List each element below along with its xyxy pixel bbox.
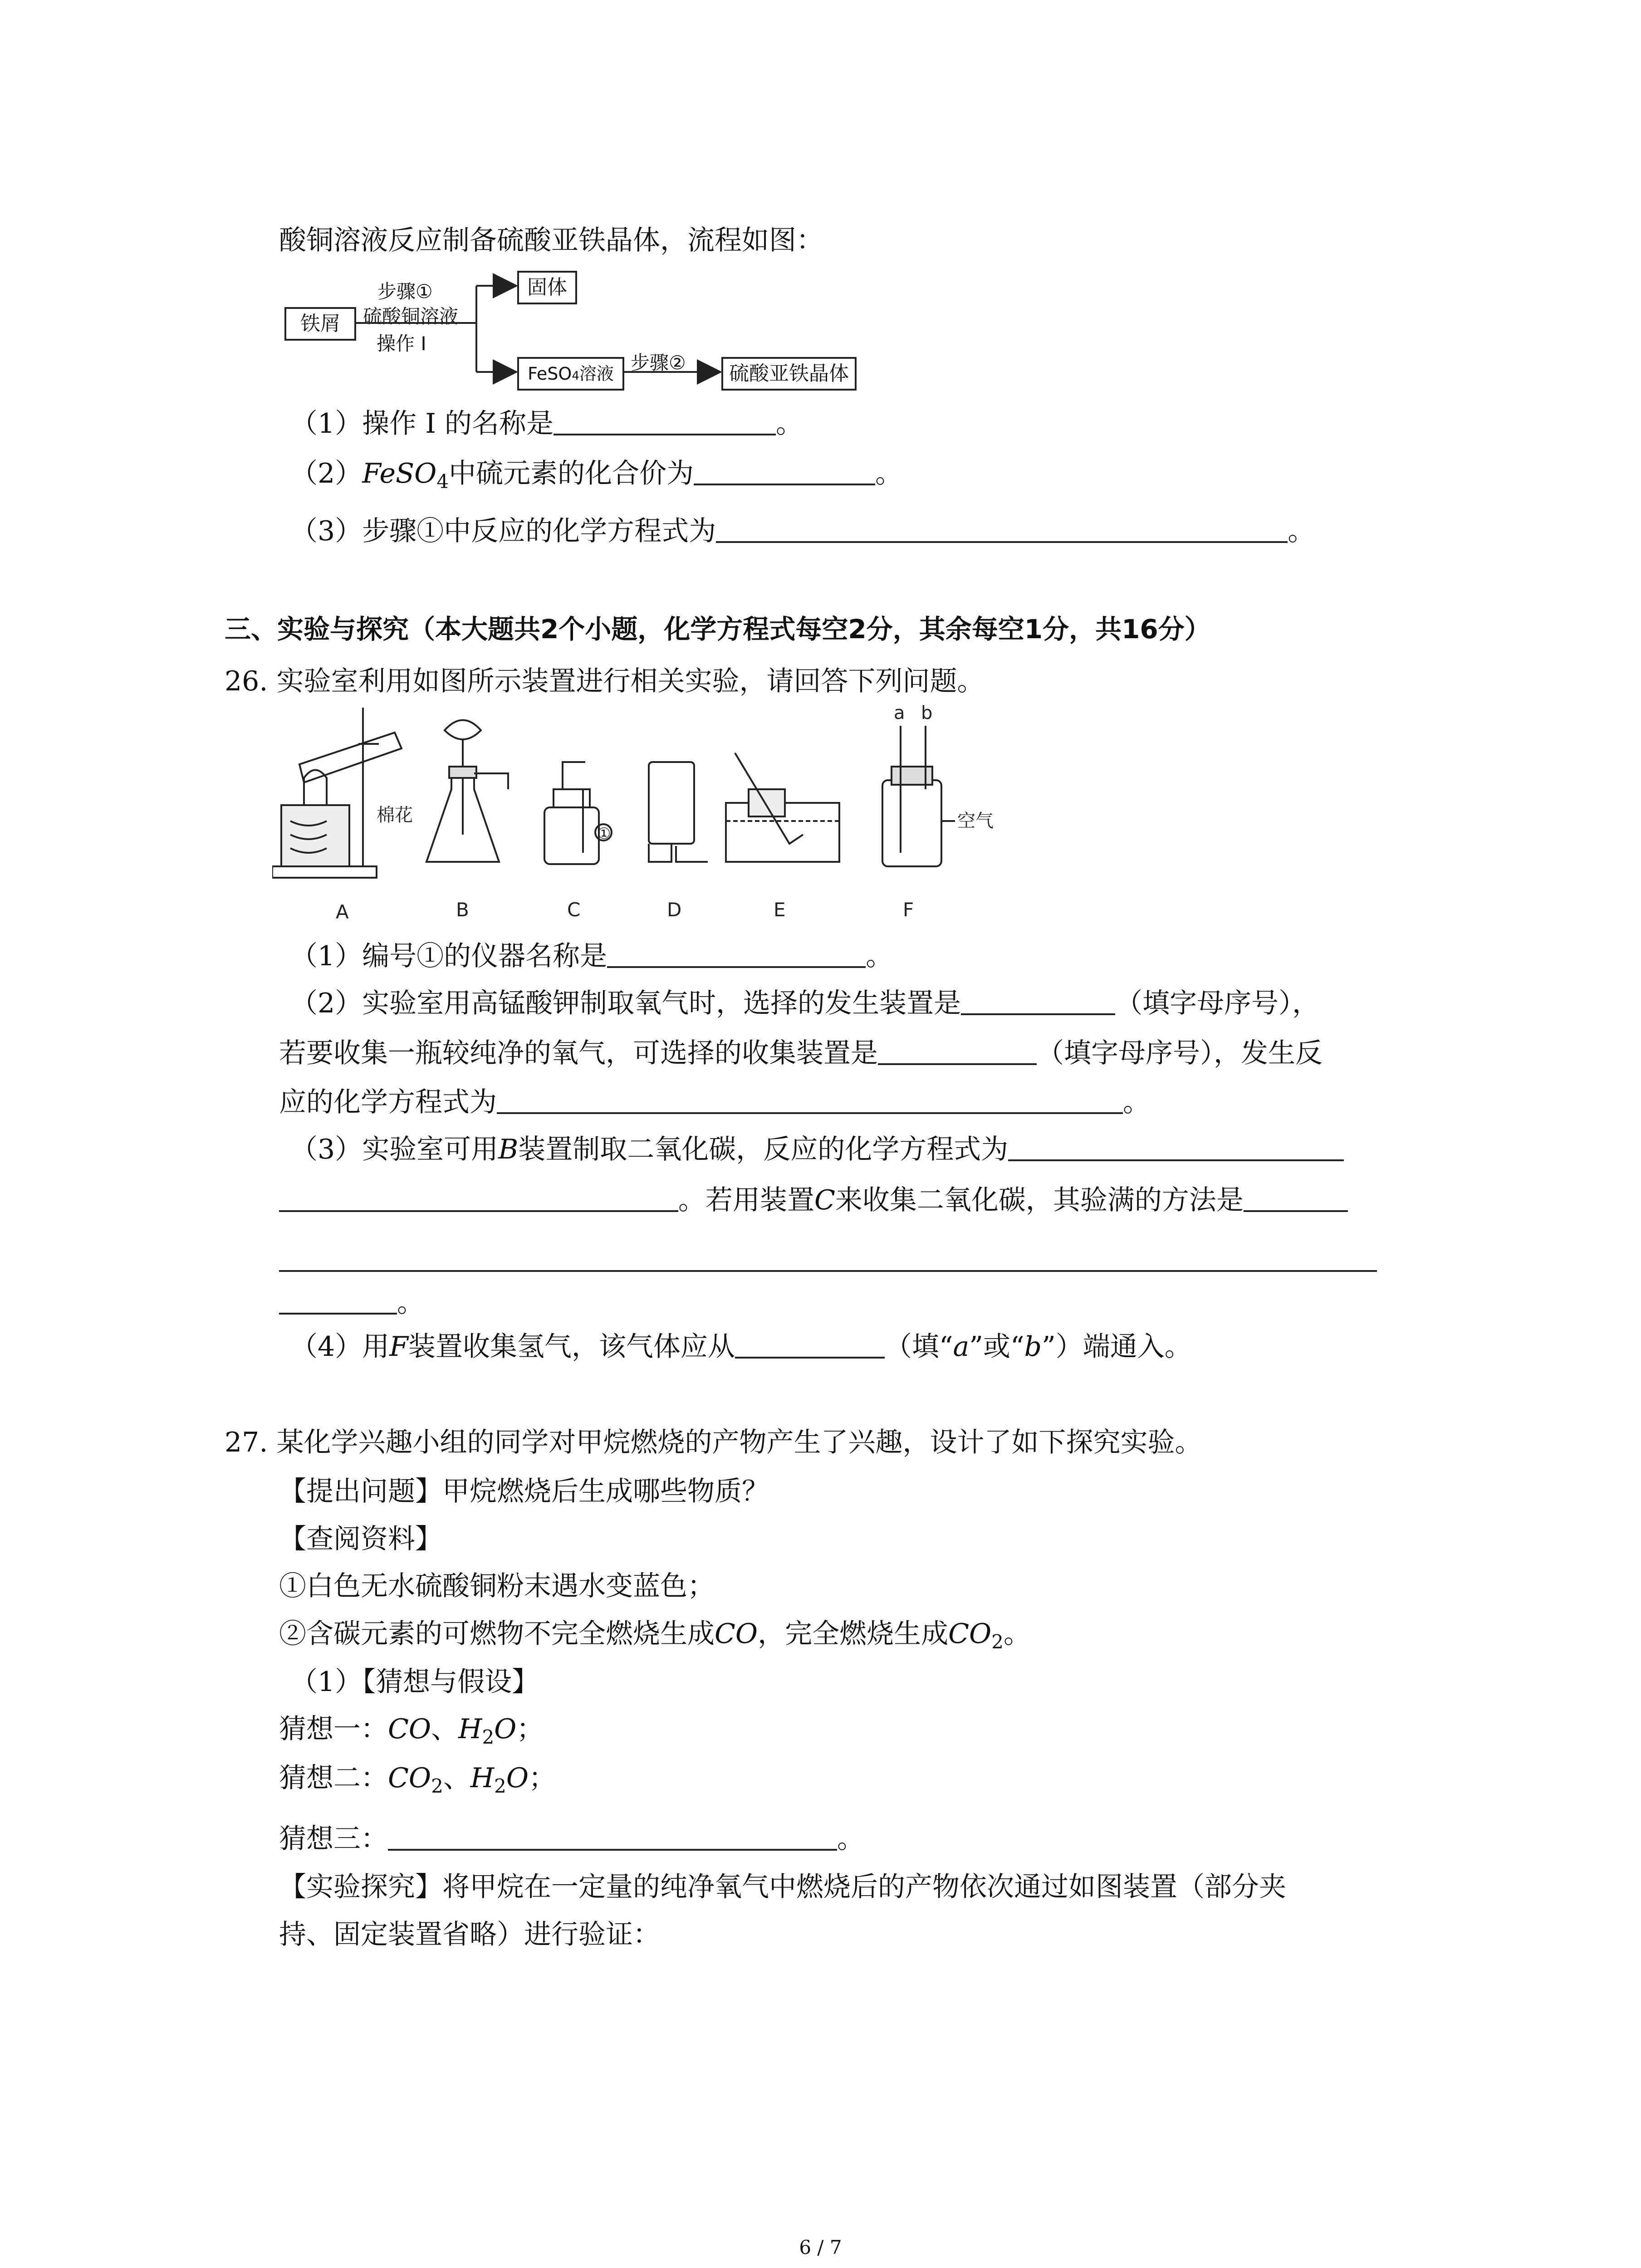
q26-sub2-line2 bbox=[279, 1038, 1323, 1067]
q25-sub1-end: 。 bbox=[776, 408, 803, 440]
q25-sub2-prefix: （2） bbox=[290, 458, 362, 489]
q25-sub2-end: 。 bbox=[875, 458, 903, 489]
apparatus-label-b: B bbox=[456, 899, 469, 921]
q26-sub3-method-blank-line3[interactable] bbox=[279, 1287, 397, 1315]
q25-sub2-blank[interactable] bbox=[694, 458, 875, 485]
flow-operation-label: 操作 I bbox=[377, 332, 426, 355]
flow-step2-label: 步骤② bbox=[631, 352, 686, 374]
q26-sub1 bbox=[290, 941, 893, 970]
q27-guess2-h: H bbox=[470, 1762, 495, 1794]
q27-guess1-sep: 、 bbox=[431, 1713, 459, 1745]
q27-explore-line1: 【实验探究】将甲烷在一定量的纯净氧气中燃烧后的产物依次通过如图装置（部分夹 bbox=[279, 1871, 1286, 1903]
q27-explore-line2: 持、固定装置省略）进行验证： bbox=[279, 1919, 660, 1950]
q26-sub3-line1-text: （3）实验室可用 bbox=[290, 1134, 499, 1165]
q26-sub3-C: C bbox=[814, 1184, 835, 1216]
q26-sub3-method-blank-line2[interactable] bbox=[279, 1270, 1377, 1272]
q26-stem: 26. 实验室利用如图所示装置进行相关实验，请回答下列问题。 bbox=[225, 665, 985, 697]
q26-sub3-end: 。 bbox=[397, 1287, 424, 1319]
q27-fact1: ①白色无水硫酸铜粉末遇水变蓝色； bbox=[279, 1570, 715, 1602]
flow-arrows bbox=[0, 0, 1641, 408]
q27-guess2-label: 猜想二： bbox=[279, 1762, 388, 1794]
q26-sub2-line1-text: （2）实验室用高锰酸钾制取氧气时，选择的发生装置是 bbox=[290, 987, 961, 1019]
q26-sub3-line2-rest: 来收集二氧化碳，其验满的方法是 bbox=[835, 1184, 1244, 1216]
q27-hypo-title: （1）【猜想与假设】 bbox=[290, 1666, 539, 1698]
port-a-label: a bbox=[894, 703, 905, 723]
q26-sub3-line1 bbox=[290, 1134, 1344, 1163]
q25-sub1 bbox=[290, 408, 803, 440]
q27-guess1-h: H bbox=[458, 1713, 482, 1745]
flow-step1-label: 步骤① bbox=[377, 280, 433, 303]
q26-sub4-or: ”或“ bbox=[969, 1331, 1024, 1363]
q27-guess2-h-sub: 2 bbox=[494, 1775, 506, 1797]
q27-fact2-co2-sub: 2 bbox=[991, 1631, 1004, 1653]
q26-sub4-F: F bbox=[389, 1331, 408, 1363]
q26-sub4 bbox=[290, 1331, 1192, 1363]
q26-sub3-equation-blank-cont[interactable] bbox=[279, 1185, 678, 1212]
q27-guess3-label: 猜想三： bbox=[279, 1823, 388, 1855]
q27-fact2-text: ②含碳元素的可燃物不完全燃烧生成 bbox=[279, 1618, 715, 1650]
q26-sub2-collector-blank[interactable] bbox=[878, 1038, 1037, 1065]
q25-sub3 bbox=[290, 516, 1315, 545]
flow-product-box: 硫酸亚铁晶体 bbox=[721, 357, 857, 391]
intro-line: 酸铜溶液反应制备硫酸亚铁晶体，流程如图： bbox=[279, 225, 823, 256]
q26-sub1-end: 。 bbox=[866, 940, 893, 972]
q26-sub4-close: ”）端通入。 bbox=[1042, 1331, 1192, 1363]
flow-solution-sub: 4 bbox=[572, 369, 579, 383]
q27-guess1-o: O bbox=[494, 1713, 517, 1745]
q27-guess2-co: CO bbox=[388, 1762, 431, 1794]
q26-sub3-line1-rest: 装置制取二氧化碳，反应的化学方程式为 bbox=[518, 1134, 1009, 1165]
q26-sub3-method-blank[interactable] bbox=[1244, 1185, 1348, 1212]
q26-sub3-line2-text: 。若用装置 bbox=[678, 1184, 814, 1216]
q25-sub3-blank[interactable] bbox=[716, 516, 1288, 543]
q26-sub2-generator-blank[interactable] bbox=[961, 988, 1115, 1015]
q26-sub4-blank[interactable] bbox=[735, 1331, 885, 1359]
q27-guess1-h-sub: 2 bbox=[482, 1726, 495, 1748]
air-label: 空气 bbox=[957, 811, 994, 831]
q25-sub2 bbox=[290, 458, 902, 491]
q27-fact2 bbox=[279, 1620, 1031, 1652]
q25-sub2-sub: 4 bbox=[436, 470, 449, 493]
apparatus-label-a: A bbox=[336, 901, 349, 923]
q27-guess2 bbox=[279, 1762, 556, 1797]
q27-fact2-end: 。 bbox=[1003, 1618, 1031, 1650]
q25-sub2-formula: FeSO bbox=[362, 458, 437, 489]
q27-question: 【提出问题】甲烷燃烧后生成哪些物质？ bbox=[279, 1476, 769, 1507]
q27-guess3-blank[interactable] bbox=[388, 1823, 837, 1851]
q26-sub2-line2-tail: （填字母序号），发生反 bbox=[1037, 1037, 1323, 1069]
q25-sub3-end: 。 bbox=[1288, 515, 1315, 547]
q26-sub3-B: B bbox=[498, 1134, 519, 1165]
q27-stem: 27. 某化学兴趣小组的同学对甲烷燃烧的产物产生了兴趣，设计了如下探究实验。 bbox=[225, 1427, 1202, 1458]
q26-sub2-line3-end: 。 bbox=[1123, 1086, 1150, 1118]
q27-guess1-co: CO bbox=[388, 1713, 431, 1745]
q27-fact2-mid: ，完全燃烧生成 bbox=[758, 1618, 949, 1650]
q26-sub1-blank[interactable] bbox=[607, 941, 866, 968]
q25-sub3-text: （3）步骤①中反应的化学方程式为 bbox=[290, 515, 716, 547]
q27-guess3-end: 。 bbox=[837, 1823, 864, 1855]
q26-sub3-line2 bbox=[279, 1185, 1348, 1214]
q26-sub2-line3-text: 应的化学方程式为 bbox=[279, 1086, 497, 1118]
q27-guess2-o: O bbox=[506, 1762, 529, 1794]
q27-materials: 【查阅资料】 bbox=[279, 1523, 442, 1555]
apparatus-label-d: D bbox=[667, 899, 682, 921]
circle-1-label: ① bbox=[597, 825, 611, 843]
q25-sub2-rest: 中硫元素的化合价为 bbox=[449, 458, 694, 489]
q27-guess3 bbox=[279, 1823, 864, 1853]
apparatus-label-f: F bbox=[903, 899, 914, 921]
cotton-label: 棉花 bbox=[377, 805, 413, 826]
q27-guess2-co-sub: 2 bbox=[431, 1775, 443, 1797]
apparatus-label-e: E bbox=[774, 899, 786, 921]
q26-sub1-text: （1）编号①的仪器名称是 bbox=[290, 940, 607, 972]
q27-guess1 bbox=[279, 1713, 544, 1748]
q27-guess2-sep: 、 bbox=[443, 1762, 470, 1794]
flow-solution-formula: FeSO bbox=[528, 364, 572, 384]
q26-sub2-equation-blank[interactable] bbox=[497, 1087, 1123, 1114]
q26-sub3-equation-blank[interactable] bbox=[1008, 1134, 1344, 1161]
flow-start-box: 铁屑 bbox=[284, 307, 356, 341]
q27-guess2-end: ； bbox=[529, 1762, 556, 1794]
q26-sub2-line2-text: 若要收集一瓶较纯净的氧气，可选择的收集装置是 bbox=[279, 1037, 878, 1069]
q26-sub4-a: a bbox=[953, 1331, 970, 1363]
q27-guess1-label: 猜想一： bbox=[279, 1713, 388, 1745]
q26-sub2-line1 bbox=[290, 988, 1319, 1017]
page-number: 6 / 7 bbox=[799, 2236, 842, 2258]
q26-sub3-line4 bbox=[279, 1287, 424, 1319]
q26-sub4-b: b bbox=[1024, 1331, 1042, 1363]
flow-solid-box: 固体 bbox=[517, 271, 577, 304]
flow-solution-suffix: 溶液 bbox=[579, 364, 614, 384]
port-b-label: b bbox=[921, 703, 933, 723]
q27-guess1-end: ； bbox=[516, 1713, 544, 1745]
flow-reagent-label: 硫酸铜溶液 bbox=[363, 305, 459, 327]
q26-sub4-fill-open: （填“ bbox=[884, 1331, 953, 1363]
q26-sub4-rest: 装置收集氢气，该气体应从 bbox=[408, 1331, 735, 1363]
apparatus-label-c: C bbox=[567, 899, 581, 921]
q27-fact2-co2: CO bbox=[948, 1618, 992, 1650]
q26-apparatus-figure bbox=[272, 699, 1043, 930]
section3-title: 三、实验与探究（本大题共2个小题，化学方程式每空2分，其余每空1分，共16分） bbox=[225, 614, 1211, 645]
q25-sub1-blank[interactable] bbox=[554, 408, 776, 435]
q26-sub2-line3 bbox=[279, 1087, 1150, 1116]
q26-sub4-text: （4）用 bbox=[290, 1331, 390, 1363]
q27-fact2-co: CO bbox=[715, 1618, 758, 1650]
q25-sub1-text: （1）操作 I 的名称是 bbox=[290, 408, 554, 440]
q26-sub2-line1-tail: （填字母序号）， bbox=[1115, 987, 1320, 1019]
